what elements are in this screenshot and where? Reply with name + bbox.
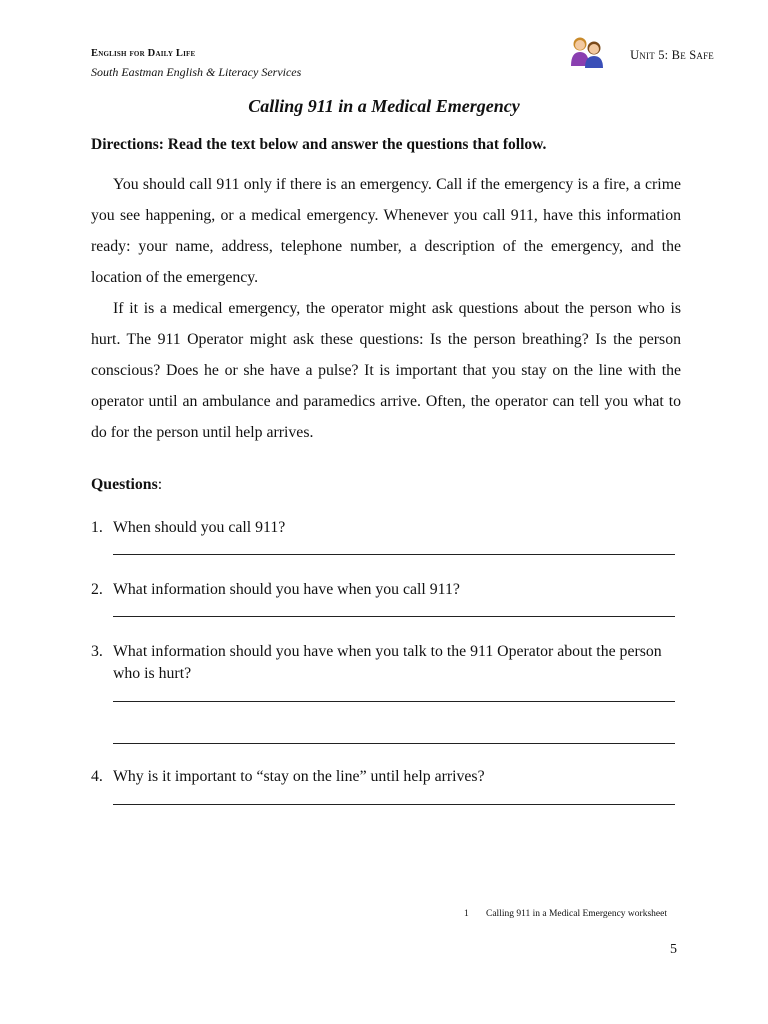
answer-line-2[interactable] [113, 616, 675, 617]
question-4 [91, 766, 681, 788]
two-people-icon [568, 32, 608, 68]
question-text: What information should you have when you call 911? [113, 581, 460, 598]
answer-line-4[interactable] [113, 804, 675, 805]
footnote [464, 908, 667, 920]
questions-heading-colon: : [157, 476, 163, 493]
question-number: 4. [91, 768, 103, 785]
answer-line-1[interactable] [113, 554, 675, 555]
question-2 [91, 579, 681, 601]
footnote-number: 1 [464, 909, 469, 919]
series-title: English for Daily Life [91, 48, 196, 59]
questions-heading-label: Questions [91, 476, 158, 493]
unit-label: Unit 5: Be Safe [630, 48, 714, 62]
question-number: 1. [91, 519, 103, 536]
footnote-text: Calling 911 in a Medical Emergency worksheet [486, 909, 667, 919]
question-1 [91, 517, 681, 539]
answer-line-3a[interactable] [113, 701, 675, 702]
person-left-face [575, 40, 585, 50]
question-text: When should you call 911? [113, 519, 286, 536]
question-text: What information should you have when you talk to the 911 Operator about the person who is hurt? [113, 643, 662, 682]
question-number: 2. [91, 581, 103, 598]
questions-heading [91, 474, 162, 496]
paragraph-2: If it is a medical emergency, the operator might ask questions about the person who is hurt. The 911 Operator might ask these questions: Is the person breathing? Is the person conscious? Does he or she have a pulse? It is important that you stay on the line with the operator until an ambulance and paramedics arrive. Often, the operator can tell you what to do for the person until help arrives. [91, 300, 681, 441]
question-text: Why is it important to “stay on the line” until help arrives? [113, 768, 485, 785]
person-right-face [589, 44, 599, 54]
question-3 [91, 641, 681, 685]
paragraph-1: You should call 911 only if there is an emergency. Call if the emergency is a fire, a crime you see happening, or a medical emergency. Whenever you call 911, have this information ready: your name, address, telephone number, a description of the emergency, and the location of the emergency. [91, 176, 681, 286]
page-title: Calling 911 in a Medical Emergency [248, 96, 520, 116]
question-number: 3. [91, 643, 103, 660]
organization-name: South Eastman English & Literacy Services [91, 65, 302, 79]
header-left [91, 47, 301, 80]
page-number: 5 [670, 942, 677, 957]
answer-line-3b[interactable] [113, 743, 675, 744]
directions: Directions: Read the text below and answer the questions that follow. [91, 136, 547, 153]
